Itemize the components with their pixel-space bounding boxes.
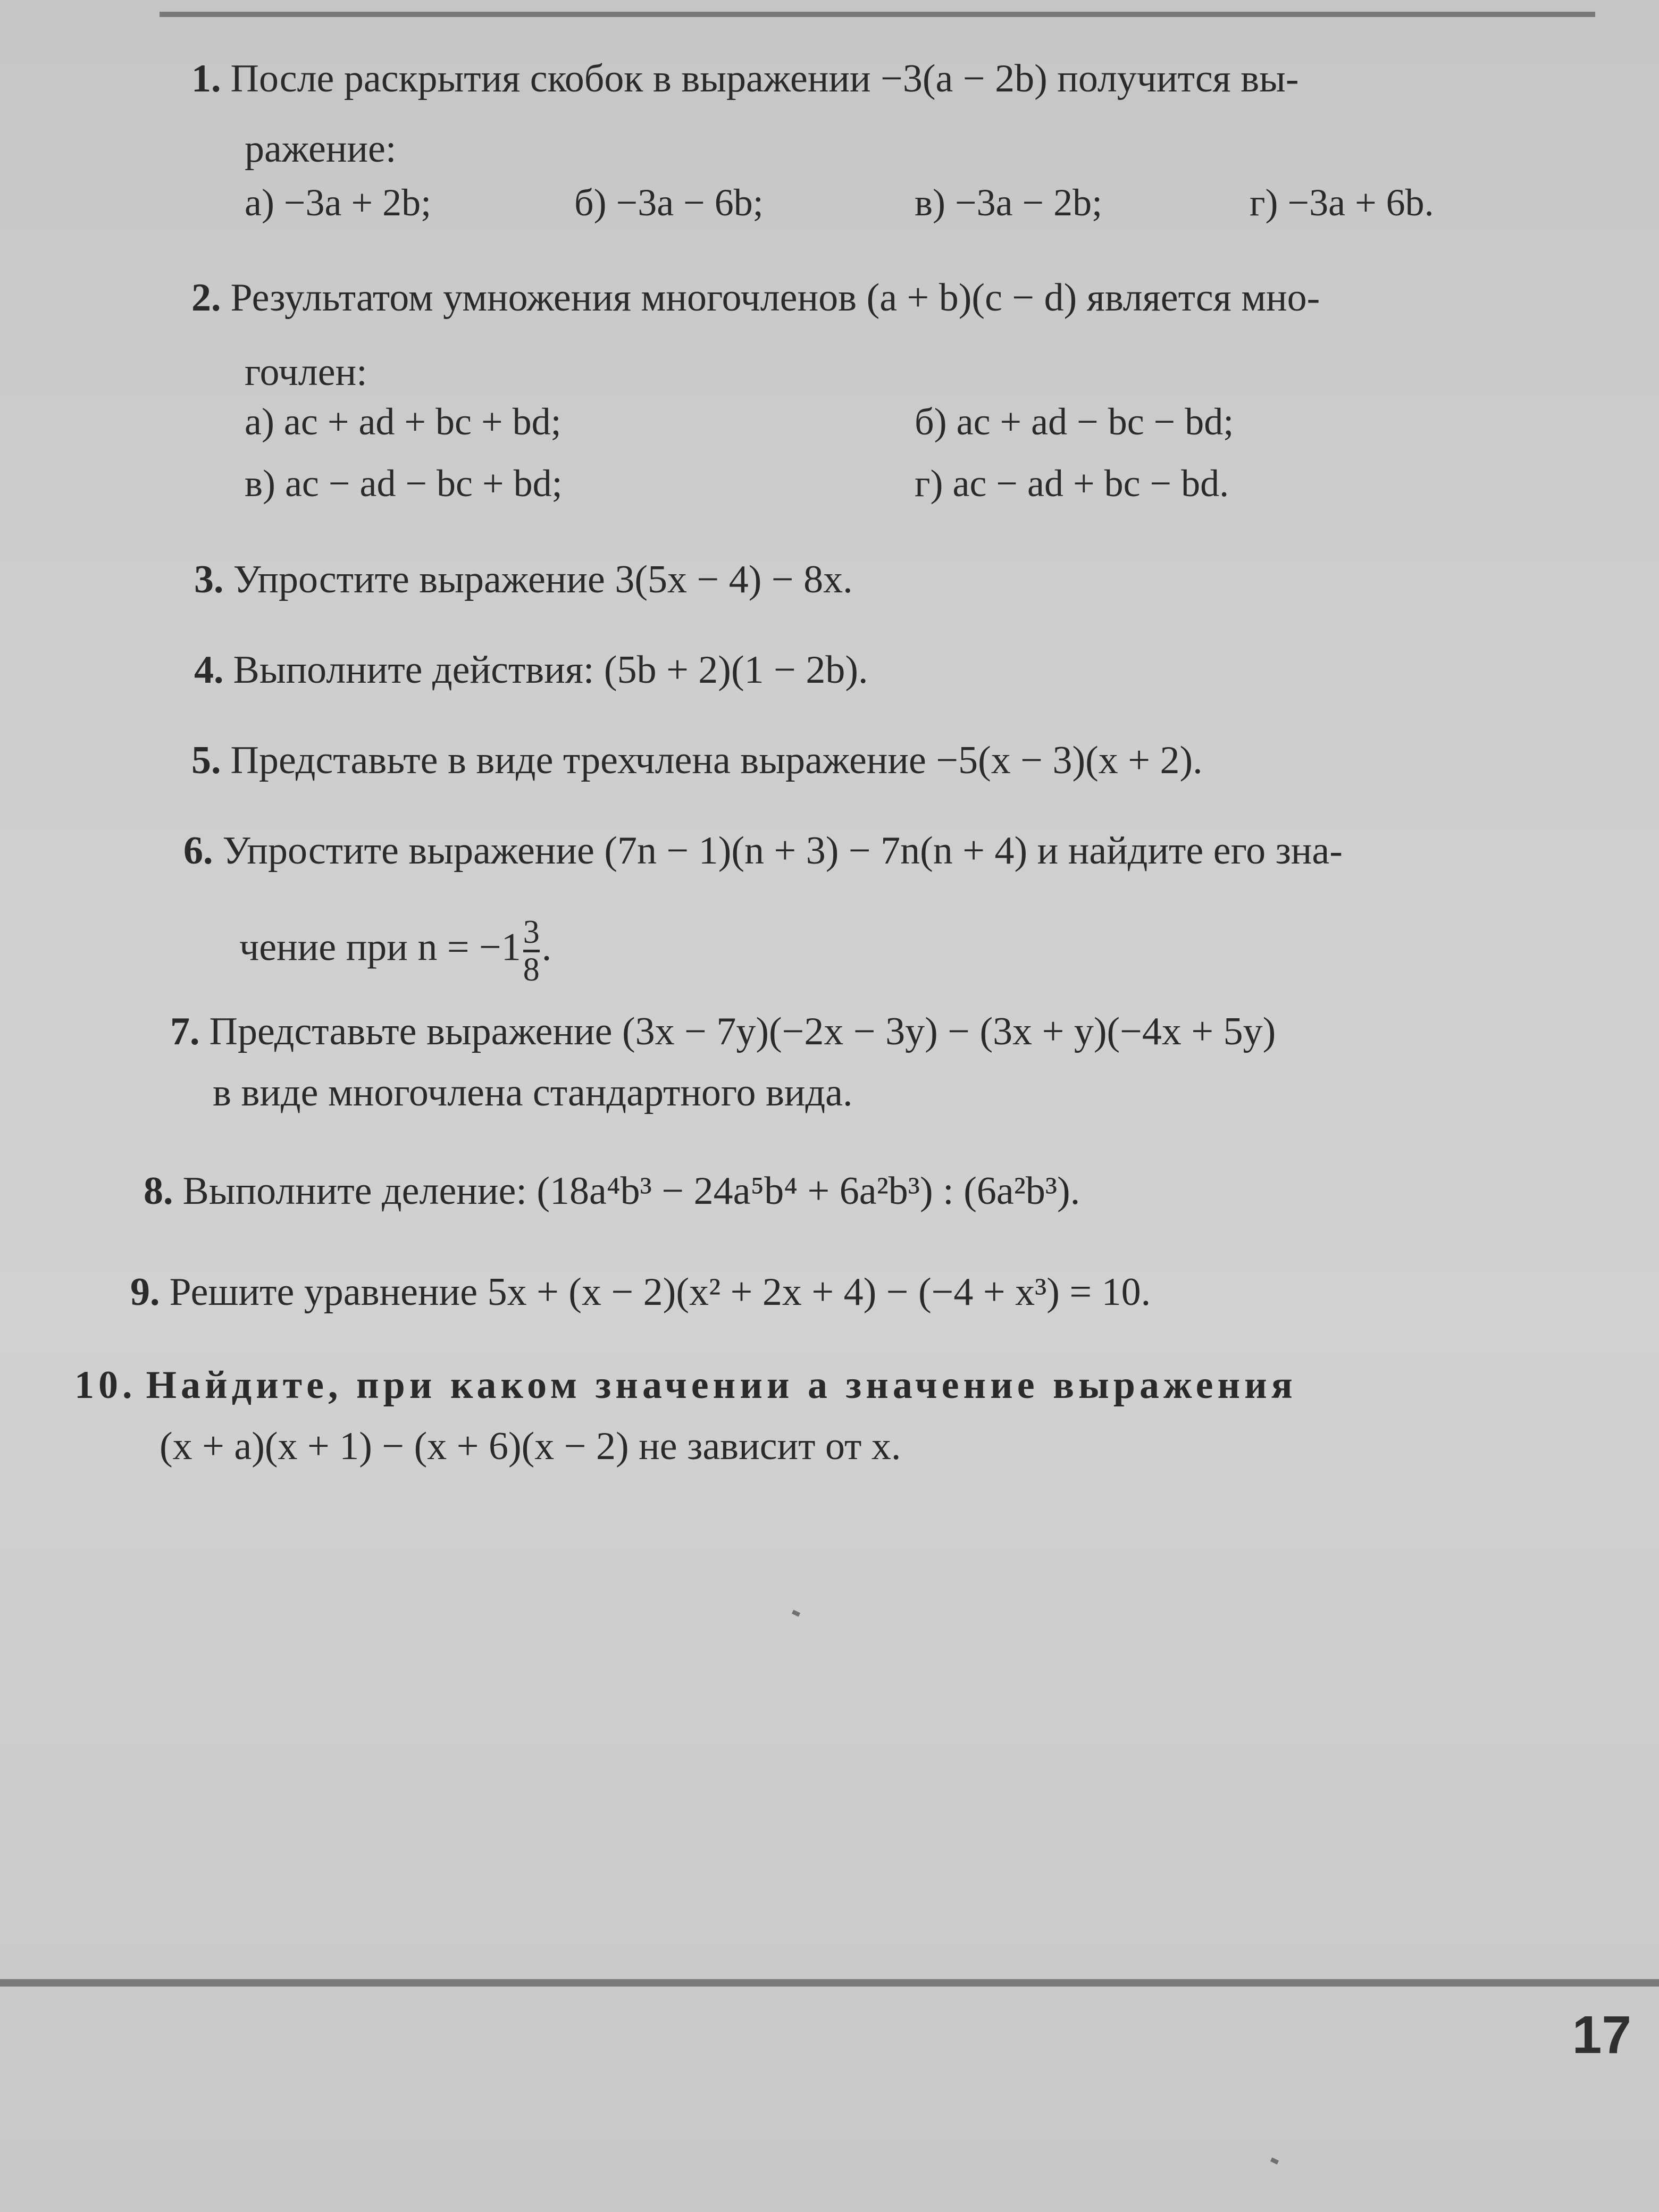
problem-2-option-c: в) ac − ad − bc + bd; (245, 462, 563, 505)
problem-text: После раскрытия скобок в выражении −3(a − 2b) получится вы- (230, 57, 1299, 100)
problem-number: 3. (194, 558, 224, 601)
bottom-rule (0, 1979, 1659, 1987)
problem-number: 9. (130, 1270, 160, 1314)
problem-3 (194, 548, 853, 611)
paper-speck (792, 1610, 800, 1616)
problem-2 (191, 266, 1320, 330)
problem-1-option-d: г) −3a + 6b. (1250, 181, 1434, 224)
fraction-numerator: 3 (523, 914, 540, 950)
problem-number: 2. (191, 276, 221, 320)
problem-1-option-a: а) −3a + 2b; (245, 181, 432, 224)
problem-text: Решите уравнение 5x + (x − 2)(x² + 2x + 4) − (−4 + x³) = 10. (169, 1270, 1151, 1314)
problem-number: 1. (191, 57, 221, 100)
paper-speck (1270, 2157, 1279, 2164)
fraction (523, 915, 540, 987)
problem-4 (194, 638, 868, 702)
problem-6 (183, 819, 1343, 883)
problem-9 (130, 1260, 1151, 1324)
problem-1-option-c: в) −3a − 2b; (915, 181, 1103, 224)
problem-number: 10. (74, 1363, 137, 1407)
problem-text: Найдите, при каком значении a значение выражения (146, 1363, 1297, 1407)
problem-2-option-b: б) ac + ad − bc − bd; (915, 400, 1234, 443)
fraction-denominator: 8 (523, 950, 540, 987)
problem-text: Упростите выражение (7n − 1)(n + 3) − 7n(n + 4) и найдите его зна- (222, 829, 1343, 873)
problem-2-option-a: а) ac + ad + bc + bd; (245, 400, 562, 443)
top-rule (160, 12, 1595, 17)
problem-number: 6. (183, 829, 213, 873)
problem-text: Упростите выражение 3(5x − 4) − 8x. (233, 558, 853, 601)
problem-6-end: . (541, 925, 552, 969)
problem-2-continuation: гочлен: (245, 350, 367, 394)
problem-10 (74, 1353, 1297, 1417)
problem-5 (191, 728, 1203, 792)
page-number: 17 (1572, 2005, 1631, 2065)
problem-10-continuation: (x + a)(x + 1) − (x + 6)(x − 2) не зависит от x. (160, 1425, 901, 1468)
problem-number: 8. (144, 1169, 173, 1213)
problem-1 (191, 47, 1299, 111)
problem-8 (144, 1159, 1080, 1223)
problem-number: 4. (194, 648, 224, 692)
problem-7-continuation: в виде многочлена стандартного вида. (213, 1071, 853, 1115)
problem-text: Представьте в виде трехчлена выражение −5(x − 3)(x + 2). (230, 739, 1203, 782)
problem-6-text2: чение при n = −1 (239, 925, 521, 969)
problem-number: 5. (191, 739, 221, 782)
problem-text: Выполните действия: (5b + 2)(1 − 2b). (233, 648, 868, 692)
problem-1-option-b: б) −3a − 6b; (574, 181, 764, 224)
problem-1-continuation: ражение: (245, 127, 397, 171)
problem-text: Результатом умножения многочленов (a + b)(c − d) является мно- (230, 276, 1320, 320)
problem-text: Выполните деление: (18a⁴b³ − 24a⁵b⁴ + 6a²b³) : (6a²b³). (182, 1169, 1080, 1213)
problem-7 (170, 1000, 1276, 1063)
problem-6-continuation (239, 915, 551, 987)
problem-2-option-d: г) ac − ad + bc − bd. (915, 462, 1229, 505)
problem-number: 7. (170, 1010, 200, 1053)
problem-text: Представьте выражение (3x − 7y)(−2x − 3y) − (3x + y)(−4x + 5y) (209, 1010, 1276, 1053)
